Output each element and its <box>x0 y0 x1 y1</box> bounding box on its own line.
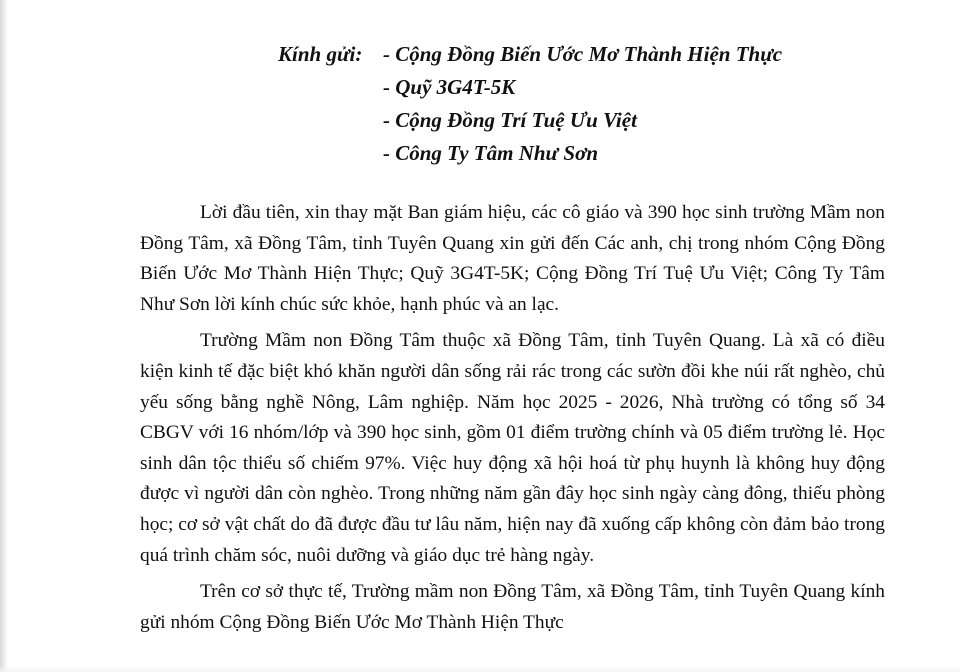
paragraph-greeting: Lời đầu tiên, xin thay mặt Ban giám hiệu, các cô giáo và 390 học sinh trường Mầm non Đồng Tâm, xã Đồng Tâm, tỉnh Tuyên Quang xin gửi đến Các anh, chị trong nhóm Cộng Đồng Biến Ước Mơ Thành Hiện Thực; Quỹ 3G4T-5K; Cộng Đồng Trí Tuệ Ưu Việt; Công Ty Tâm Như Sơn lời kính chúc sức khỏe, hạnh phúc và an lạc. <box>140 202 885 315</box>
recipient-item: - Công Ty Tâm Như Sơn <box>383 141 599 165</box>
recipient-item: - Quỹ 3G4T-5K <box>383 75 516 99</box>
paragraph-request: Trên cơ sở thực tế, Trường mầm non Đồng Tâm, xã Đồng Tâm, tỉnh Tuyên Quang kính gửi nhóm Cộng Đồng Biến Ước Mơ Thành Hiện Thực <box>140 581 885 633</box>
paragraph-school-situation: Trường Mầm non Đồng Tâm thuộc xã Đồng Tâm, tỉnh Tuyên Quang. Là xã có điều kiện kinh tế đặc biệt khó khăn người dân sống rải rác trong các sườn đồi khe núi rất nghèo, chủ yếu sống bằng nghề Nông, Lâm nghiệp. Năm học 2025 - 2026, Nhà trường có tổng số 34 CBGV với 16 nhóm/lớp và 390 học sinh, gồm 01 điểm trường chính và 05 điểm trường lẻ. Học sinh dân tộc thiểu số chiếm 97%. Việc huy động xã hội hoá từ phụ huynh là không huy động được vì người dân còn nghèo. Trong những năm gần đây học sinh ngày càng đông, thiếu phòng học; cơ sở vật chất do đã được đầu tư lâu năm, hiện nay đã xuống cấp không còn đảm bảo trong quá trình chăm sóc, nuôi dưỡng và giáo dục trẻ hàng ngày. <box>140 330 885 566</box>
recipient-row <box>278 104 782 137</box>
bottom-edge <box>0 666 960 672</box>
recipients-label: Kính gửi: <box>278 42 363 66</box>
recipient-row <box>278 38 782 71</box>
recipient-row <box>278 137 782 170</box>
letter-body <box>140 198 885 644</box>
recipients-block <box>278 38 782 170</box>
recipient-item: - Cộng Đồng Biến Ước Mơ Thành Hiện Thực <box>383 42 783 66</box>
recipient-item: - Cộng Đồng Trí Tuệ Ưu Việt <box>383 108 637 132</box>
page-edge-shadow <box>0 0 8 672</box>
recipient-row <box>278 71 782 104</box>
